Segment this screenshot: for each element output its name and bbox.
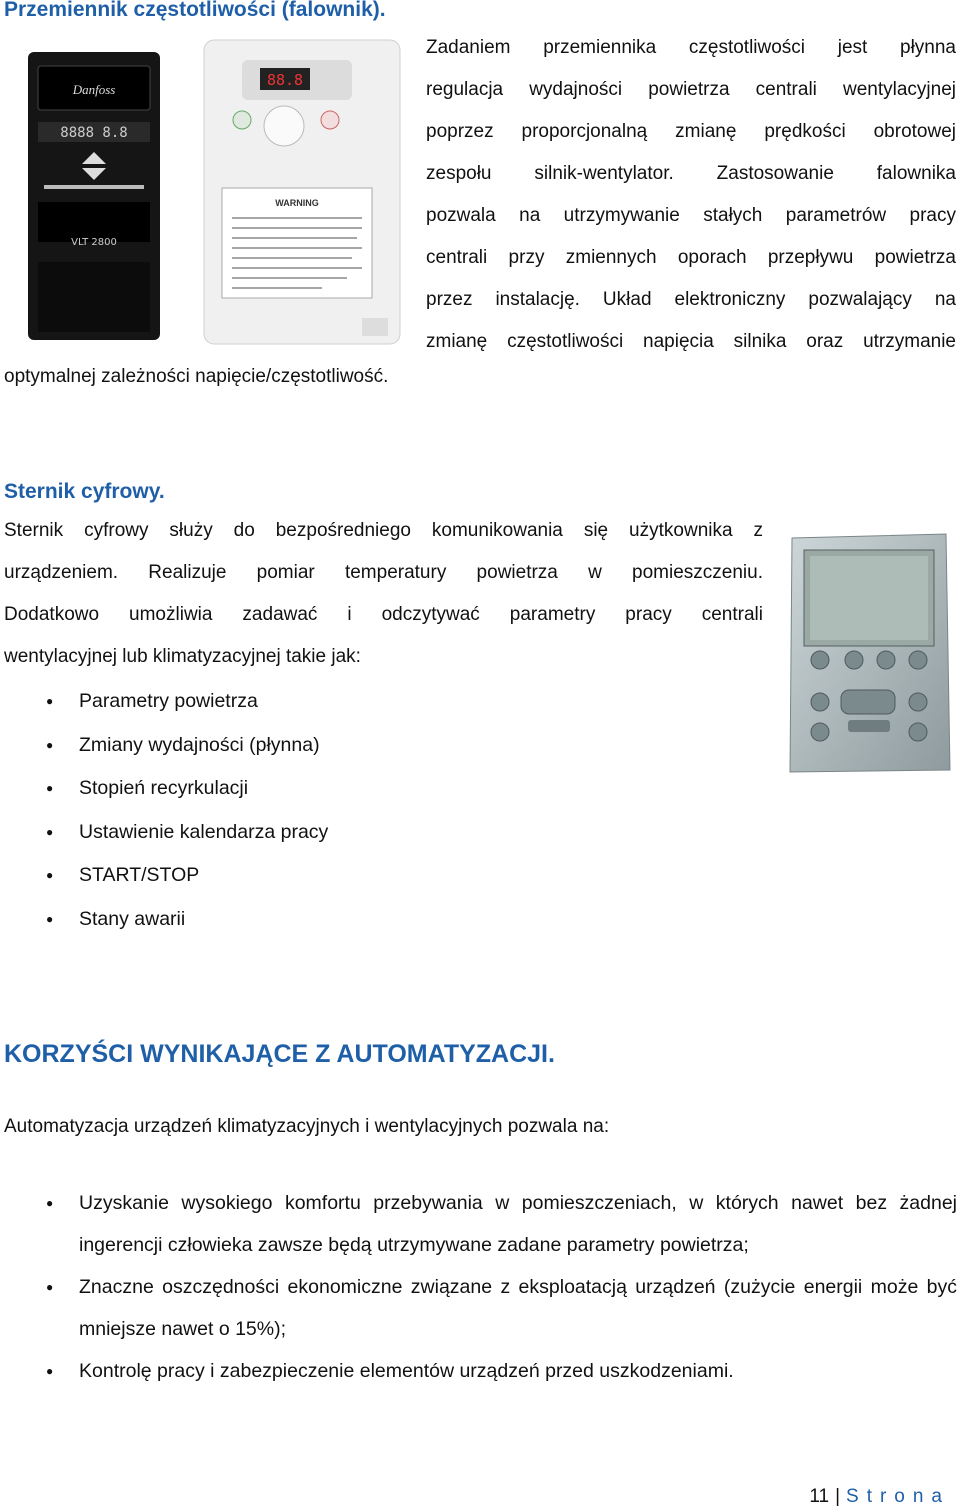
korzysci-bullet-list <box>4 1182 957 1392</box>
page-number: 11 <box>809 1486 830 1507</box>
section-title-falownik: Przemiennik częstotliwości (falownik). <box>4 0 386 21</box>
list-item: ● START/STOP <box>4 854 328 898</box>
list-item: ● Znaczne oszczędności ekonomiczne związane z eksploatacją urządzeń (zużycie energii może być mniejsze nawet o 15%); <box>4 1266 957 1350</box>
vlt-label: VLT 2800 <box>71 237 117 248</box>
para-line: urządzeniem. Realizuje pomiar temperatury powietrza w pomieszczeniu. <box>4 562 763 583</box>
vlt-inverter-image <box>24 52 164 342</box>
svg-text:8888 8.8: 8888 8.8 <box>60 125 128 141</box>
footer-separator: | <box>835 1486 841 1507</box>
sternik-paragraph <box>4 510 763 636</box>
para-line: pozwala na utrzymywanie stałych parametrów pracy <box>426 205 956 226</box>
falownik-paragraph <box>426 27 956 363</box>
page-footer <box>809 1486 950 1508</box>
list-item: ● Uzyskanie wysokiego komfortu przebywania w pomieszczeniach, w których nawet bez żadnej ingerencji człowieka zawsze będą utrzymywane zadane parametry powietrza; <box>4 1182 957 1266</box>
list-item: ● Stany awarii <box>4 898 328 942</box>
sternik-paragraph-end: wentylacyjnej lub klimatyzacyjnej takie jak: <box>4 646 361 667</box>
falownik-paragraph-end: optymalnej zależności napięcie/częstotliwość. <box>4 366 389 387</box>
para-line: zespołu silnik-wentylator. Zastosowanie falownika <box>426 163 956 184</box>
para-line: poprzez proporcjonalną zmianę prędkości obrotowej <box>426 121 956 142</box>
list-item: ● Zmiany wydajności (płynna) <box>4 724 328 768</box>
para-line: centrali przy zmiennych oporach przepływu powietrza <box>426 247 956 268</box>
list-item: ● Ustawienie kalendarza pracy <box>4 811 328 855</box>
para-line: Zadaniem przemiennika częstotliwości jest płynna <box>426 37 956 58</box>
para-line: regulacja wydajności powietrza centrali wentylacyjnej <box>426 79 956 100</box>
para-line: zmianę częstotliwości napięcia silnika oraz utrzymanie <box>426 331 956 352</box>
sternik-bullet-list <box>4 680 328 942</box>
list-item: ● Stopień recyrkulacji <box>4 767 328 811</box>
footer-label: Strona <box>846 1486 950 1507</box>
white-inverter-image <box>202 38 402 348</box>
section-title-sternik: Sternik cyfrowy. <box>4 480 165 503</box>
section-title-korzysci: KORZYŚCI WYNIKAJĄCE Z AUTOMATYZACJI. <box>4 1040 555 1068</box>
digital-controller-image <box>786 532 952 774</box>
para-line: Dodatkowo umożliwia zadawać i odczytywać parametry pracy centrali <box>4 604 763 625</box>
list-item: ● Parametry powietrza <box>4 680 328 724</box>
svg-text:88.8: 88.8 <box>266 71 304 89</box>
danfoss-logo-text: Danfoss <box>72 82 116 97</box>
para-line: Sternik cyfrowy służy do bezpośredniego komunikowania się użytkownika z <box>4 520 763 541</box>
list-item: ● Kontrolę pracy i zabezpieczenie elementów urządzeń przed uszkodzeniami. <box>4 1350 957 1392</box>
warning-label: WARNING <box>275 198 319 208</box>
korzysci-intro: Automatyzacja urządzeń klimatyzacyjnych i wentylacyjnych pozwala na: <box>4 1116 610 1137</box>
para-line: przez instalację. Układ elektroniczny pozwalający na <box>426 289 956 310</box>
